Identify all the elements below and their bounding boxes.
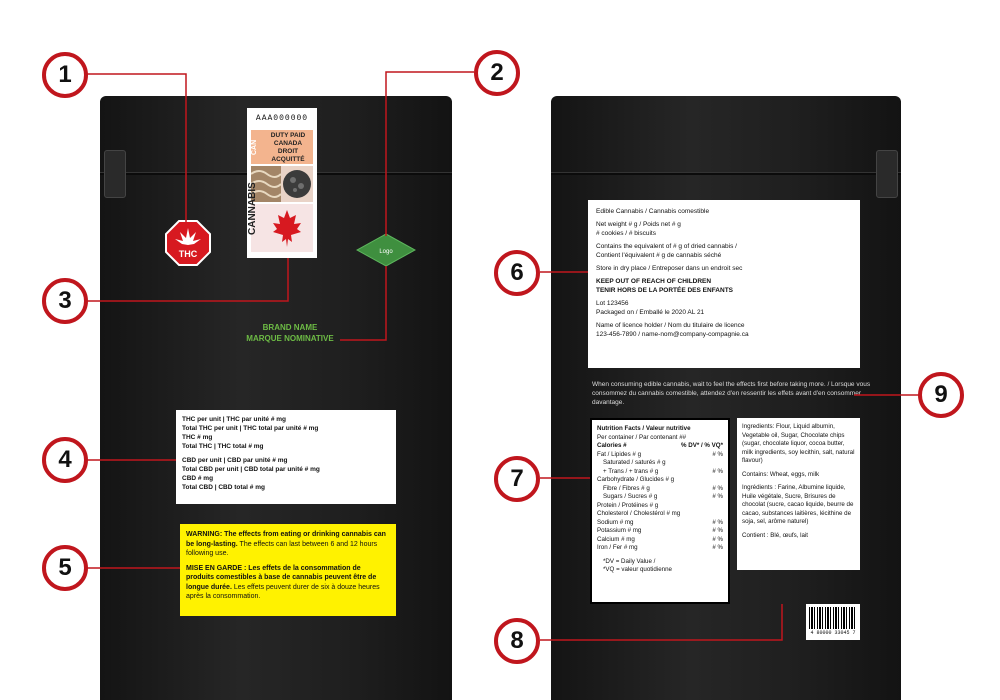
nutrition-title: Nutrition Facts / Valeur nutritive	[597, 425, 691, 432]
licence-holder: Name of licence holder / Nom du titulaire de licence	[596, 322, 745, 329]
nutrition-row-value: # %	[712, 535, 723, 543]
packaging-date: Packaged on / Emballé le 2020 AL 21	[596, 309, 705, 316]
ingredients-fr: Ingrédients : Farine, Albumine liquide, Huile végétale, Sucre, Brisures de chocolat (sucre, cacao liquide, beurre de cacao, substances laitières, lécithine de soja, sel, arôme naturel)	[742, 484, 854, 525]
nutrition-row	[597, 502, 723, 511]
back-zip-clip	[876, 150, 898, 198]
storage-instructions: Store in dry place / Entreposer dans un endroit sec	[596, 265, 743, 272]
nutrition-facts-table	[590, 418, 730, 604]
callout-7: 7	[494, 456, 540, 502]
stamp-duty-line: DROIT ACQUITTÉ	[271, 148, 305, 163]
nutrition-row	[597, 519, 723, 528]
cannabinoid-line: Total THC per unit | THC total par unité # mg	[182, 425, 319, 432]
callout-5: 5	[42, 545, 88, 591]
barcode	[806, 604, 860, 640]
nutrition-row-label: Cholesterol / Cholestérol # mg	[597, 510, 681, 517]
nutrition-row	[597, 527, 723, 536]
logo-label: Logo	[379, 249, 393, 255]
brand-name-fr: MARQUE NOMINATIVE	[246, 334, 334, 343]
cannabinoid-line: THC per unit | THC par unité # mg	[182, 416, 287, 423]
nutrition-row-label: Fibre / Fibres # g	[603, 484, 650, 492]
nutrition-row-label: + Trans / + trans # g	[603, 467, 659, 475]
product-info-box	[588, 200, 860, 368]
back-zipper	[551, 172, 901, 175]
callout-2: 2	[474, 50, 520, 96]
nutrition-row-value: # %	[712, 450, 723, 458]
barcode-bars	[809, 607, 857, 629]
cannabinoid-line: CBD # mg	[182, 475, 214, 482]
nutrition-row-label: Fat / Lipides # g	[597, 450, 642, 458]
nutrition-row	[597, 536, 723, 545]
nutrition-row-label: Carbohydrate / Glucides # g	[597, 476, 675, 483]
allergens-fr: Contient : Blé, œufs, lait	[742, 531, 809, 539]
stamp-cannabis-label: CANNABIS	[247, 182, 258, 236]
contact-info: 123-456-7890 / name-nom@company-compagnie.ca	[596, 331, 749, 338]
keep-away-fr: TENIR HORS DE LA PORTÉE DES ENFANTS	[596, 287, 733, 294]
ingredients-box	[737, 418, 860, 570]
nutrition-footnote: *DV = Daily Value /	[603, 557, 656, 565]
nutrition-row	[597, 493, 723, 502]
callout-9: 9	[918, 372, 964, 418]
nutrition-row	[597, 468, 723, 477]
unit-count: # cookies / # biscuits	[596, 230, 656, 237]
nutrition-dv-header: % DV* / % VQ*	[681, 442, 723, 449]
keep-away-en: KEEP OUT OF REACH OF CHILDREN	[596, 278, 712, 285]
callout-4: 4	[42, 437, 88, 483]
cannabinoid-line: Total THC | THC total # mg	[182, 443, 264, 450]
stamp-duty-line: DUTY PAID	[270, 132, 306, 139]
ingredients-en: Ingredients: Flour, Liquid albumin, Vegetable oil, Sugar, Chocolate chips (sugar, chocolate liquor, cocoa butter, milk ingredients, soy lecithin, salt, natural flavour)	[742, 423, 855, 464]
nutrition-row	[597, 459, 723, 468]
cannabinoid-line: THC # mg	[182, 434, 213, 441]
nutrition-per-container: Per container / Par contenant ##	[597, 433, 687, 441]
nutrition-row-label: Saturated / saturés # g	[603, 459, 666, 466]
warning-fr-bold: MISE EN GARDE : Les effets de la consommation de produits comestibles à base de cannabis peuvent être de longue durée.	[186, 564, 377, 591]
nutrition-row-label: Potassium # mg	[597, 527, 642, 534]
nutrition-row-value: # %	[712, 527, 723, 534]
nutrition-row-label: Protein / Protéines # g	[597, 501, 659, 509]
thc-symbol	[165, 220, 211, 266]
nutrition-row	[597, 451, 723, 460]
equivalency-en: Contains the equivalent of # g of dried cannabis /	[596, 243, 737, 250]
nutrition-row	[597, 476, 723, 485]
stamp-serial: AAA000000	[255, 114, 309, 123]
nutrition-calories: Calories #	[597, 442, 627, 449]
equivalency-fr: Contient l'équivalent # g de cannabis séché	[596, 252, 722, 259]
nutrition-row-label: Iron / Fer # mg	[597, 544, 638, 551]
nutrition-row	[597, 544, 723, 553]
front-zip-clip	[104, 150, 126, 198]
product-type: Edible Cannabis / Cannabis comestible	[596, 208, 710, 215]
consumption-advice: When consuming edible cannabis, wait to feel the effects first before taking more. / Lorsque vous consommez du cannabis comestible, attendez d'en ressentir les effets avant d'en consommer davantage.	[592, 381, 871, 406]
net-weight: Net weight # g / Poids net # g	[596, 221, 681, 228]
cannabinoid-content-box	[176, 410, 396, 504]
health-warning-box	[180, 524, 396, 616]
nutrition-row-label: Sodium # mg	[597, 518, 634, 526]
nutrition-row-label: Sugars / Sucres # g	[603, 493, 658, 500]
cannabinoid-line: Total CBD | CBD total # mg	[182, 484, 265, 491]
cannabinoid-line: CBD per unit | CBD par unité # mg	[182, 457, 288, 464]
nutrition-rows	[597, 451, 723, 553]
nutrition-footnote: *VQ = valeur quotidienne	[603, 566, 672, 573]
brand-name-en: BRAND NAME	[262, 323, 318, 332]
brand-name	[230, 322, 350, 344]
nutrition-row	[597, 510, 723, 519]
cannabinoid-line: Total CBD per unit | CBD total par unité # mg	[182, 466, 320, 473]
stamp-duty-line: CANADA	[273, 140, 303, 147]
stamp-duty-block	[251, 130, 313, 164]
warning-en-text: The effects can last between 6 and 12 hours following use.	[186, 540, 378, 557]
nutrition-row-value: # %	[712, 544, 723, 551]
allergens-en: Contains: Wheat, eggs, milk	[742, 470, 820, 478]
thc-symbol-label: THC	[178, 249, 198, 259]
callout-3: 3	[42, 278, 88, 324]
callout-8: 8	[494, 618, 540, 664]
nutrition-row-value: # %	[712, 467, 723, 475]
stamp-can-label: CAN	[251, 139, 258, 155]
warning-en-bold: WARNING: The effects from eating or drinking cannabis can be long-lasting.	[186, 531, 386, 548]
nutrition-row-value: # %	[712, 493, 723, 500]
excise-stamp	[247, 108, 317, 258]
nutrition-row-value: # %	[712, 518, 723, 526]
logo-placeholder	[356, 233, 416, 267]
nutrition-row	[597, 485, 723, 494]
nutrition-row-value: # %	[712, 484, 723, 492]
lot-number: Lot 123456	[596, 300, 629, 307]
callout-1: 1	[42, 52, 88, 98]
barcode-number: 4 80000 33045 7	[810, 630, 856, 636]
nutrition-row-label: Calcium # mg	[597, 535, 635, 543]
callout-6: 6	[494, 250, 540, 296]
warning-fr-text: Les effets peuvent durer de six à douze heures après la consommation.	[186, 583, 380, 600]
